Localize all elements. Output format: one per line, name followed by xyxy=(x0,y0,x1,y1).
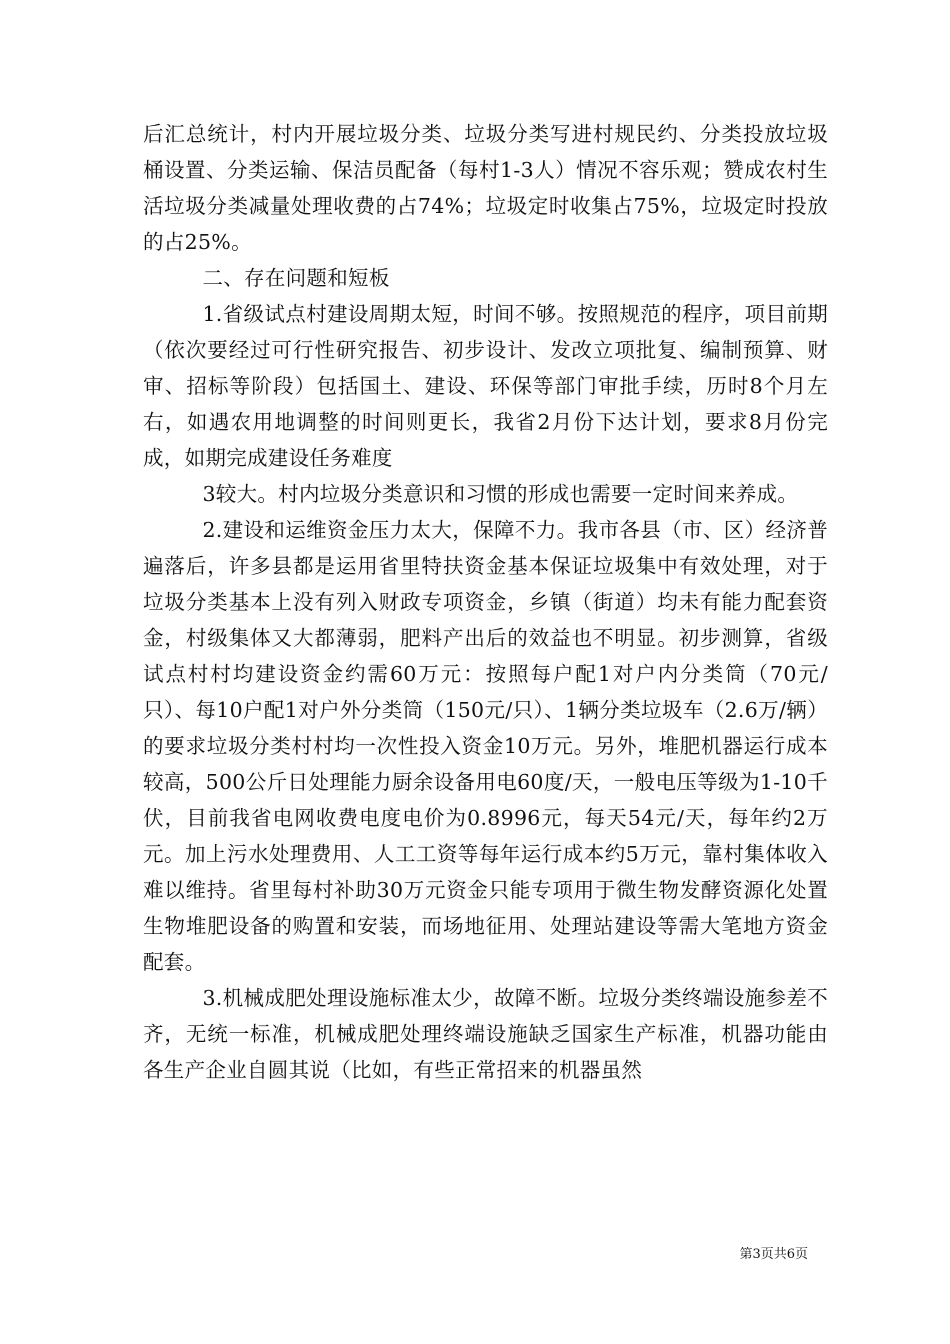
paragraph-survey-summary: 后汇总统计，村内开展垃圾分类、垃圾分类写进村规民约、分类投放垃圾桶设置、分类运输、保洁员配备（每村1-3人）情况不容乐观；赞成农村生活垃圾分类减量处理收费的占74%；垃圾定时收集占75%，垃圾定时投放的占25%。 xyxy=(143,122,828,254)
paragraph-problem-1-continued: 3较大。村内垃圾分类意识和习惯的形成也需要一定时间来养成。 xyxy=(202,482,799,506)
paragraph-problem-3: 3.机械成肥处理设施标准太少，故障不断。垃圾分类终端设施参差不齐，无统一标准，机械成肥处理终端设施缺乏国家生产标准，机器功能由各生产企业自圆其说（比如，有些正常招来的机器虽然 xyxy=(143,986,828,1082)
section-heading-problems: 二、存在问题和短板 xyxy=(202,266,390,290)
paragraph-problem-1: 1.省级试点村建设周期太短，时间不够。按照规范的程序，项目前期（依次要经过可行性研究报告、初步设计、发改立项批复、编制预算、财审、招标等阶段）包括国土、建设、环保等部门审批手续，历时8个月左右，如遇农用地调整的时间则更长，我省2月份下达计划，要求8月份完成，如期完成建设任务难度 xyxy=(143,302,828,470)
document-body xyxy=(143,116,828,1088)
paragraph-problem-2: 2.建设和运维资金压力太大，保障不力。我市各县（市、区）经济普遍落后，许多县都是运用省里特扶资金基本保证垃圾集中有效处理，对于垃圾分类基本上没有列入财政专项资金，乡镇（街道）均未有能力配套资金，村级集体又大都薄弱，肥料产出后的效益也不明显。初步测算，省级试点村村均建设资金约需60万元：按照每户配1对户内分类筒（70元/只）、每10户配1对户外分类筒（150元/只）、1辆分类垃圾车（2.6万/辆）的要求垃圾分类村村均一次性投入资金10万元。另外，堆肥机器运行成本较高，500公斤日处理能力厨余设备用电60度/天，一般电压等级为1-10千伏，目前我省电网收费电度电价为0.8996元，每天54元/天，每年约2万元。加上污水处理费用、人工工资等每年运行成本约5万元，靠村集体收入难以维持。省里每村补助30万元资金只能专项用于微生物发酵资源化处置生物堆肥设备的购置和安装，而场地征用、处理站建设等需大笔地方资金配套。 xyxy=(143,518,828,974)
page-number-footer: 第3页共6页 xyxy=(739,1247,808,1262)
